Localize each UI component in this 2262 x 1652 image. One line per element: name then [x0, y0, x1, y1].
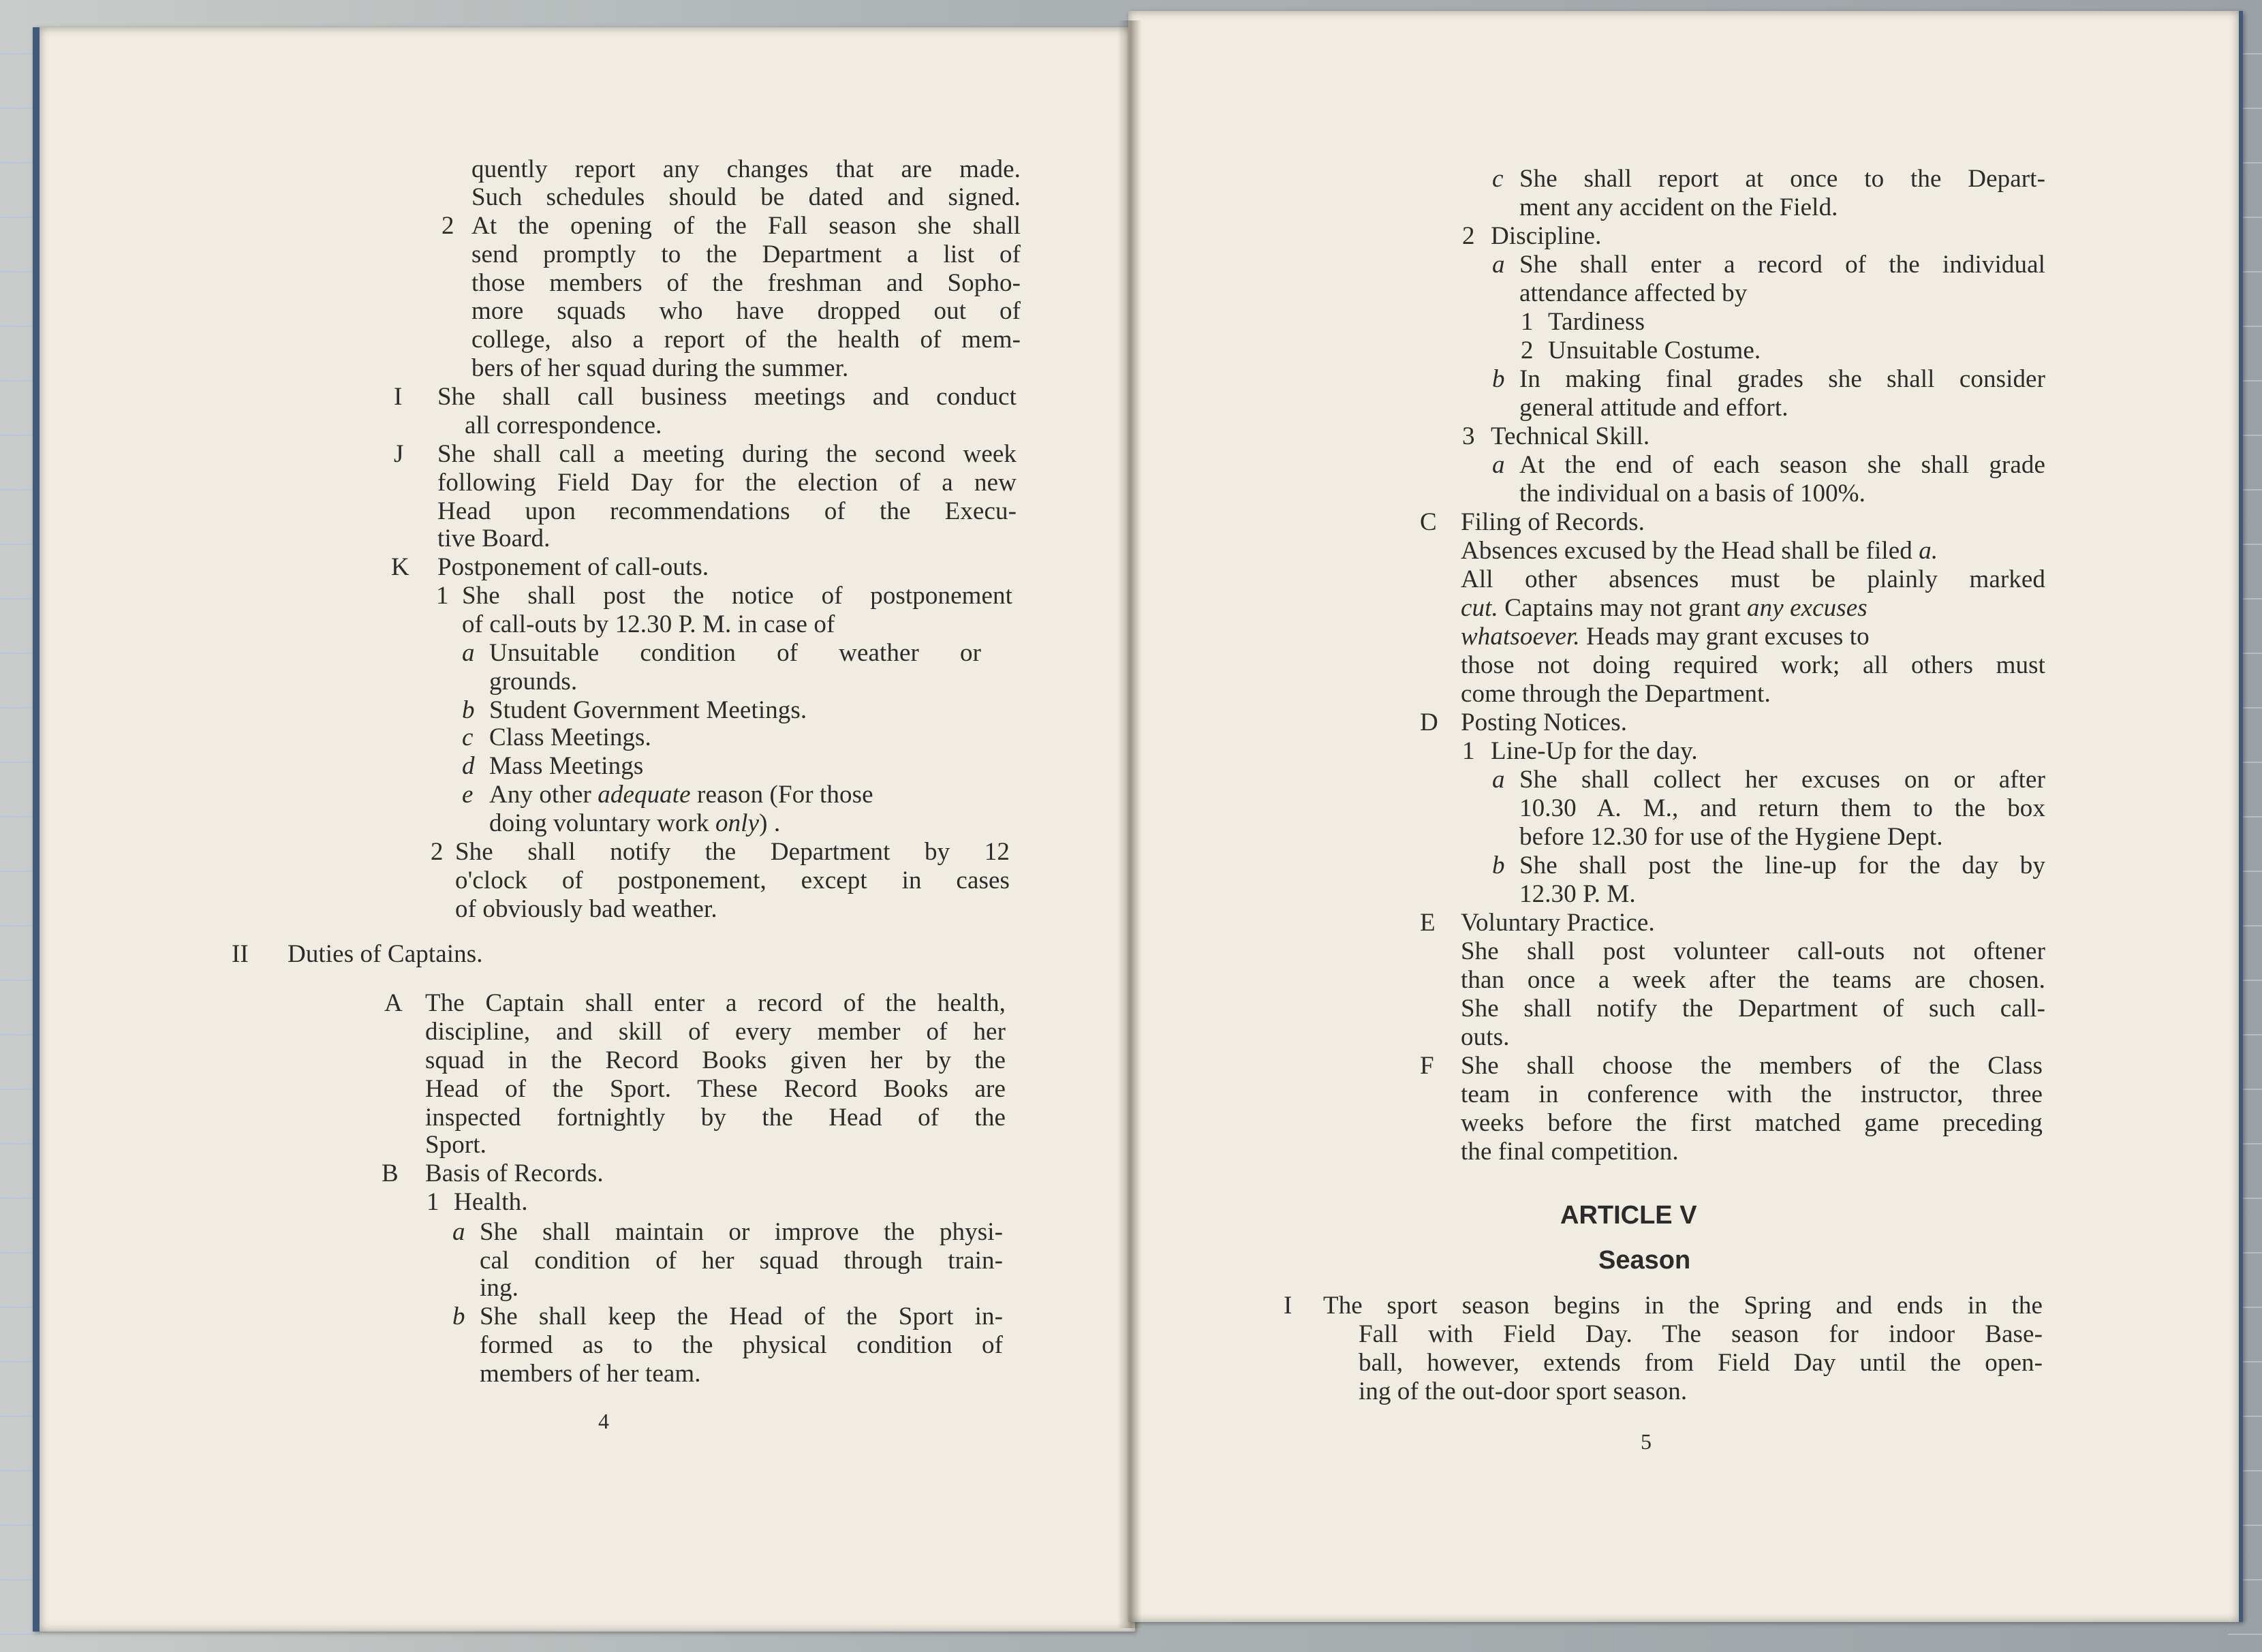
text-line: send promptly to the Department a list of [471, 240, 1021, 268]
text-line: Filing of Records. [1461, 508, 1645, 536]
item-marker: 1 [436, 582, 449, 610]
text-line: of call-outs by 12.30 P. M. in case of [462, 610, 835, 638]
text-line: Class Meetings. [489, 723, 651, 751]
text-line: At the opening of the Fall season she shall [471, 212, 1021, 240]
text-line: She shall enter a record of the individual [1519, 251, 2045, 279]
text-line: Mass Meetings [489, 752, 644, 780]
text-line: the individual on a basis of 100%. [1519, 480, 1865, 508]
text-line: Discipline. [1491, 222, 1602, 250]
text-line: Technical Skill. [1491, 422, 1650, 450]
text-line: Such schedules should be dated and signed. [471, 183, 1021, 211]
article-heading: ARTICLE V [1560, 1201, 1697, 1230]
text-line: inspected fortnightly by the Head of the [425, 1104, 1006, 1132]
text-line: She shall collect her excuses on or after [1519, 766, 2045, 794]
item-marker: 2 [441, 212, 454, 240]
text-line: the final competition. [1461, 1138, 1679, 1166]
text-line: those members of the freshman and Sopho- [471, 269, 1021, 297]
item-marker: I [1284, 1292, 1292, 1320]
text-line: than once a week after the teams are chosen. [1461, 966, 2045, 994]
text-line: cal condition of her squad through train- [480, 1247, 1003, 1275]
text-line: ment any accident on the Field. [1519, 193, 1838, 221]
text-line: Any other adequate reason (For those [489, 781, 873, 809]
item-marker: b [462, 696, 475, 724]
item-marker: 2 [431, 838, 444, 866]
text-line: ball, however, extends from Field Day until the open- [1359, 1349, 2043, 1377]
text-line: Head of the Sport. These Record Books are [425, 1075, 1006, 1103]
text-line: She shall notify the Department by 12 [455, 838, 1010, 866]
text-line: Tardiness [1548, 308, 1645, 336]
text-line: outs. [1461, 1023, 1510, 1051]
item-marker: 2 [1462, 222, 1475, 250]
item-marker: J [394, 440, 404, 468]
text-line: She shall choose the members of the Class [1461, 1052, 2043, 1080]
text-line: She shall post the line-up for the day by [1519, 852, 2045, 879]
text-line: general attitude and effort. [1519, 394, 1788, 422]
text-line: ing. [480, 1274, 518, 1302]
item-marker: 1 [1521, 308, 1534, 336]
item-marker: c [462, 723, 474, 751]
text-line: doing voluntary work only) . [489, 809, 781, 837]
item-marker: A [384, 989, 403, 1017]
text-line: whatsoever. Heads may grant excuses to [1461, 623, 1870, 651]
text-line: quently report any changes that are made. [471, 155, 1021, 183]
text-line: grounds. [489, 668, 578, 696]
text-line: Basis of Records. [425, 1159, 604, 1187]
text-line: bers of her squad during the summer. [471, 354, 849, 382]
text-line: All other absences must be plainly marked [1461, 565, 2045, 593]
text-line: Unsuitable condition of weather or [489, 639, 981, 667]
item-marker: I [394, 383, 403, 411]
text-line: 10.30 A. M., and return them to the box [1519, 794, 2045, 822]
text-line: weeks before the first matched game preceding [1461, 1109, 2043, 1137]
item-marker: e [462, 781, 474, 809]
text-line: 12.30 P. M. [1519, 880, 1636, 908]
text-line: Postponement of call-outs. [437, 553, 709, 581]
text-line: The sport season begins in the Spring and ends in the [1323, 1292, 2043, 1320]
text-line: before 12.30 for use of the Hygiene Dept. [1519, 823, 1943, 851]
text-line: attendance affected by [1519, 279, 1748, 307]
item-marker: a [1492, 766, 1505, 794]
text-line: She shall call a meeting during the second week [437, 440, 1017, 468]
text-line: those not doing required work; all others must [1461, 651, 2045, 679]
text-line: discipline, and skill of every member of her [425, 1018, 1006, 1046]
text-line: She shall call business meetings and conduct [437, 383, 1017, 411]
item-marker: a [462, 639, 475, 667]
item-marker: 2 [1521, 337, 1534, 364]
item-marker: K [391, 553, 409, 581]
section-marker: II [232, 940, 249, 968]
item-marker: b [1492, 852, 1505, 879]
text-line: Student Government Meetings. [489, 696, 807, 724]
item-marker: b [1492, 365, 1505, 393]
item-marker: 1 [427, 1188, 439, 1216]
page-number: 4 [598, 1409, 609, 1433]
text-line: all correspondence. [465, 411, 662, 439]
text-line: Health. [454, 1188, 528, 1216]
item-marker: F [1420, 1052, 1434, 1080]
text-line: team in conference with the instructor, three [1461, 1080, 2043, 1108]
text-line: In making final grades she shall consider [1519, 365, 2045, 393]
text-line: She shall keep the Head of the Sport in- [480, 1303, 1003, 1330]
text-line: She shall notify the Department of such call- [1461, 995, 2045, 1023]
item-marker: 1 [1462, 737, 1475, 765]
item-marker: c [1492, 165, 1504, 193]
text-line: Line-Up for the day. [1491, 737, 1698, 765]
text-line: cut. Captains may not grant any excuses [1461, 594, 1868, 622]
item-marker: C [1420, 508, 1437, 536]
item-marker: d [462, 752, 475, 780]
text-line: tive Board. [437, 525, 551, 552]
text-line: formed as to the physical condition of [480, 1331, 1003, 1359]
book-gutter [1117, 20, 1142, 1628]
text-line: At the end of each season she shall grade [1519, 451, 2045, 479]
text-line: Head upon recommendations of the Execu- [437, 497, 1017, 525]
text-line: more squads who have dropped out of [471, 297, 1021, 325]
text-line: Fall with Field Day. The season for indoor Base- [1359, 1320, 2043, 1348]
item-marker: B [382, 1159, 399, 1187]
item-marker: 3 [1462, 422, 1475, 450]
text-line: members of her team. [480, 1360, 701, 1388]
text-line: She shall post volunteer call-outs not oftener [1461, 937, 2045, 965]
article-subheading: Season [1598, 1246, 1691, 1275]
text-line: Sport. [425, 1131, 487, 1159]
text-line: come through the Department. [1461, 680, 1771, 708]
text-line: squad in the Record Books given her by the [425, 1046, 1006, 1074]
text-line: She shall report at once to the Depart- [1519, 165, 2045, 193]
item-marker: b [452, 1303, 465, 1330]
text-line: following Field Day for the election of a new [437, 469, 1017, 497]
item-marker: D [1420, 708, 1438, 736]
text-line: o'clock of postponement, except in cases [455, 867, 1010, 894]
text-line: She shall post the notice of postponement [462, 582, 1012, 610]
item-marker: a [1492, 451, 1505, 479]
text-line: Absences excused by the Head shall be filed a. [1461, 537, 1938, 565]
text-line: The Captain shall enter a record of the health, [425, 989, 1006, 1017]
item-marker: a [1492, 251, 1505, 279]
text-line: She shall maintain or improve the physi- [480, 1218, 1003, 1246]
text-line: Voluntary Practice. [1461, 909, 1655, 937]
page-number: 5 [1641, 1429, 1652, 1454]
item-marker: E [1420, 909, 1436, 937]
text-line: ing of the out-door sport season. [1359, 1377, 1688, 1405]
section-title: Duties of Captains. [288, 940, 483, 968]
text-line: Posting Notices. [1461, 708, 1628, 736]
text-line: college, also a report of the health of mem- [471, 326, 1021, 354]
text-line: of obviously bad weather. [455, 895, 717, 923]
item-marker: a [452, 1218, 465, 1246]
text-line: Unsuitable Costume. [1548, 337, 1761, 364]
